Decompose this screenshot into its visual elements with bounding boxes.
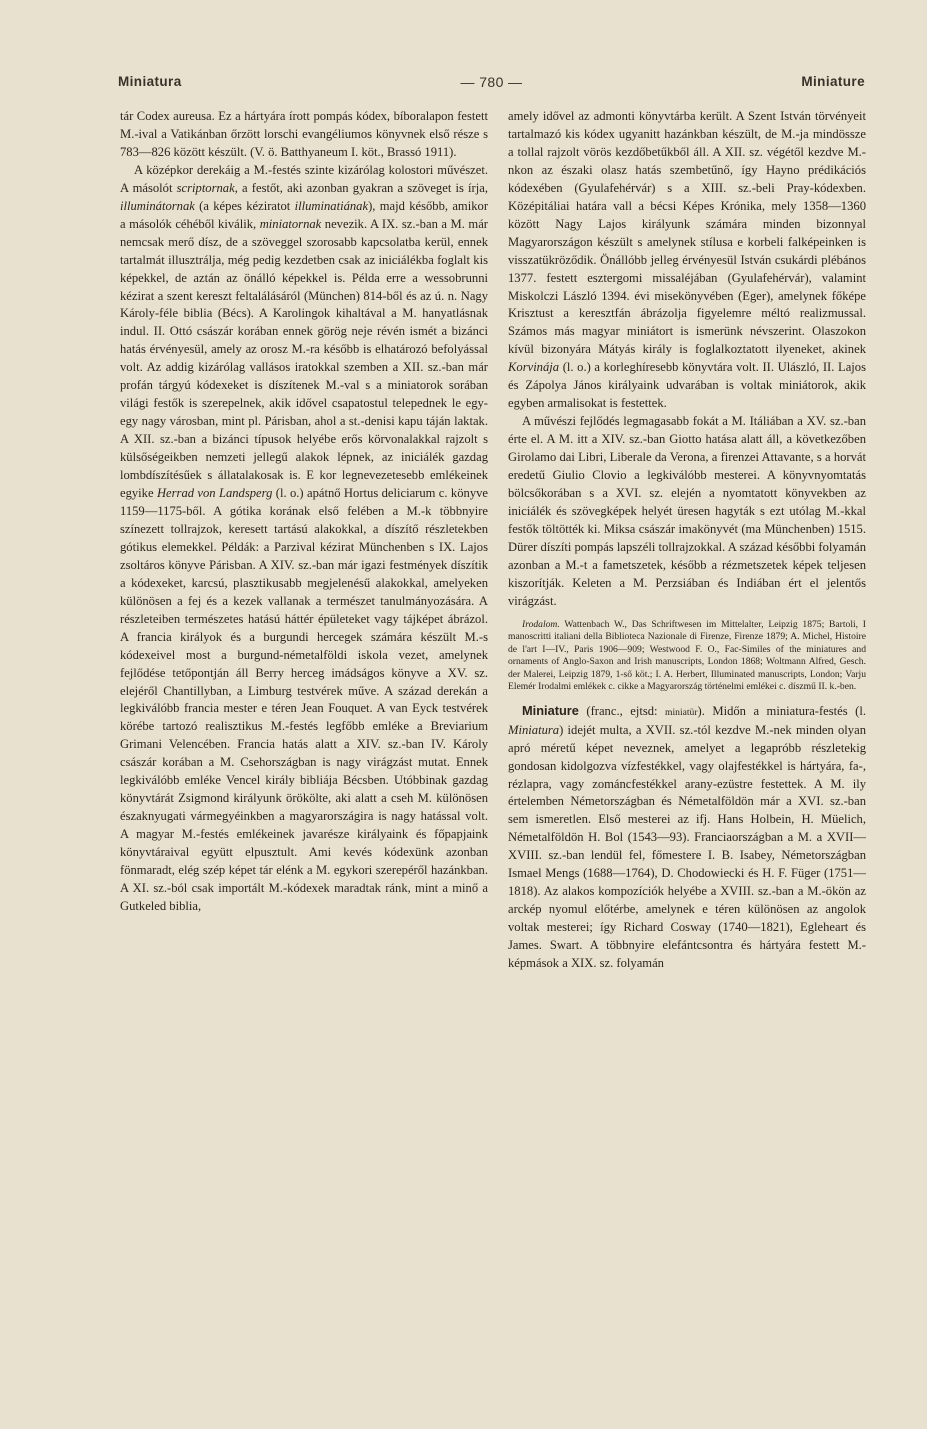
- header-left-keyword: Miniatura: [118, 74, 182, 89]
- entry-headword: Miniature: [522, 702, 579, 718]
- paragraph: amely idővel az admonti könyvtárba került. A Szent István törvényeit tartalmazó kis kódex ugyanitt hazánkban készült, de M.-ja mindössze a tollal rajzolt vörös kezdőbetűkből áll. A XII. sz. végétől kezdve M.-nkon az északi olasz hatás szembetűnő, így Hayno prédikációs kódexében (Gyulafehérvár) s a XIII. sz.-beli Pray-kódexben. Középitáliai határa vall a bécsi Képes Krónika, mely 1358—1360 között Nagy Lajos királyunk számára minden bizonnyal Magyarországon készült s amelynek stílusa e korbeli falképeinken is visszatükröződik. Önállóbb jelleg érvényesül István csukárdi plébános 1377. festett esztergomi missaléjában (Gyulafehérvár), valamint Miskolczi László 1394. évi misekönyvében (Eger), amelynek főképe Krisztust a keresztfán ábrázolja figyelemre méltó realizmussal. Számos más magyar miniátort is ismerünk névszerint. Olaszokon kívül bizonyára Mátyás király is foglalkoztatott ilyeneket, akinek Korvinája (l. o.) a korleghíresebb könyvtára volt. II. Ulászló, II. Lajos és Zápolya János királyaink udvarában is voltak miniátorok, akik egyben armalisokat is festettek.: [508, 109, 866, 411]
- running-header: [118, 74, 865, 98]
- header-right-keyword: Miniature: [801, 74, 865, 89]
- literature-references: Irodalom. Wattenbach W., Das Schriftwesen im Mittelalter, Leipzig 1875; Bartoli, I manoscritti italiani della Biblioteca Nazionale di Firenze, Firenze 1879; A. Michel, Histoire de l'art I—IV., Paris 1906—909; Westwood F. O., Fac-Similes of the miniatures and ornaments of Anglo-Saxon and Irish manuscripts, London 1868; Woltmann Alfred, Gesch. der Malerei, Leipzig 1879, 1-ső köt.; I. A. Herbert, Illuminated manuscripts, London; Varju Elemér Irodalmi emlékek c. cikke a Magyarország történelmi emlékei c. díszmű II. k.-ben.: [508, 618, 866, 693]
- page-number: — 780 —: [460, 74, 523, 90]
- dictionary-entry: Miniature (franc., ejtsd: miniatür). Midőn a miniatura-festés (l. Miniatura) idejét multa, a XVII. sz.-tól kezdve M.-nek minden olyan apró méretű képet neveznek, amelyet a legapróbb részletekig gondosan kidolgozva vízfestékkel, vagy olajfestékkel is hártyára, fa-, rézlapra, vagy zománcfestékkel arany-ezüstre festettek. A M. ily értelemben Németországban és Németalföldön már a XVI. sz.-ban sem ismeretlen. Első mesterei az ifj. Hans Holbein, H. Müelich, Németalföldön H. Bol (1543—93). Franciaországban a M. a XVII—XVIII. sz.-ban lendül fel, főmestere I. B. Isabey, Németországban Ismael Mengs (1688—1764), D. Chodowiecki és H. F. Füger (1751—1818). Az alakos kompozíciók helyébe a XVIII. sz.-ban a M.-ökön az arckép nyomul előtérbe, amelynek e téren különösen az angolok voltak mesterei; így Richard Cosway (1740—1821), Egleheart és James. Swart. A többnyire elefántcsontra és hártyára festett M.-képmások a XIX. sz. folyamán: [508, 702, 866, 971]
- paragraph: A középkor derekáig a M.-festés szinte kizárólag kolostori művészet. A másolót scriptornak, a festőt, aki azonban gyakran a szöveget is írja, illuminátornak (a képes kéziratot illuminatiának), majd később, amikor a másolók céhéből kiválik, miniatornak nevezik. A IX. sz.-ban a M. már nemcsak merő dísz, de a szöveggel szorosabb kapcsolatba kerül, ennek tartalmát illusztrálja, még pedig kezdetben csak az iniciálékba foglalt kis képekkel, de aztán az önálló képekkel is. Példa erre a wessobrunni kézirat a szent kereszt feltalálásáról (München) 814-ből és az ú. n. Nagy Károly-féle biblia (Bécs). A Karolingok kihaltával a M. hanyatlásnak indul. II. Ottó császár korában ennek görög neje révén ismét a bizánci hatás érvényesül, amely az orosz M.-ra később is elhatározó befolyással volt. Az addig kizárólag vallásos iratokkal szemben a XII. sz.-ban már profán tárgyú kódexeket is díszítenek M.-val s a miniatorok sorában világi festők is szerepelnek, akik idővel csapatostul telepednek le egy-egy nagy városban, mint pl. Párisban, ahol a st.-denisi kapu táján laktak. A XII. sz.-ban a bizánci típusok helyébe erős körvonalakkal rajzolt s külsőségeikben nemzeti jellegű alakok lépnek, az iniciálék gazdag lombdíszítésűek s állatalakosak is. E kor legnevezetesebb emlékeinek egyike Herrad von Landsperg (l. o.) apátnő Hortus deliciarum c. könyve 1159—1175-ből. A gótika korának első felében a M.-k többnyire színezett tollrajzok, keresett tartású alakokkal, a díszítő részletekben gótikus elemekkel. Példák: a Parzival kézirat Münchenben s IX. Lajos zsoltáros könyve Párisban. A XIV. sz.-ban már igazi festmények díszítik a kódexeket, karcsú, plasztikusabb megjelenésű alakokkal, amelyeken különösen a fej és a kezek vallanak a természet tanulmányozására. A részleteiben természetes hatású háttér épületeket vagy tájképet ábrázol. A francia királyok és a burgundi hercegek számára készült M.-s kódexeivel most a burgund-németalföldi iskola vezet, amelynek fejlődése tetőpontján áll Berry herceg imádságos könyve a XV. sz. elejéről Chantillyban, a Limburg testvérek műve. A század derekán a legkiválóbb francia mester e téren Jean Fouquet. A van Eyck testvérek körébe tartozó realisztikus M.-festés legfőbb emléke a Breviarium Grimani Velencében. Francia hatás alatt a XIV. sz.-ban IV. Károly császár korában a M. Csehországban is nagy virágzást mutat. Ennek legkiválóbb emléke Vencel király bibliája Bécsben. Utóbbinak gazdag könyvtárát Zsigmond királyunk örökölte, aki alatt a cseh M. különösen északnyugati vármegyéinkben a magyarországira is nagy hatással volt. A magyar M.-festés emlékeinek javarésze királyaink és főpapjaink könyvtáraival együtt elpusztult. Ami kevés kódexünk azonban fönmaradt, elég szép képet tár elénk a M. egykori szerepéről hazánkban. A XI. sz.-ból csak importált M.-kódexek maradtak ránk, mint a minő a Gutkeled biblia,: [120, 162, 489, 913]
- paragraph: tár Codex aureusa. Ez a hártyára írott pompás kódex, bíboralapon festett M.-ival a Vatikánban őrzött lorschi evangéliumos könyvnek első része s 783—826 között készült. (V. ö. Batthyaneum I. köt., Brassó 1911).: [120, 109, 488, 159]
- right-column: [508, 108, 866, 973]
- paragraph: A művészi fejlődés legmagasabb fokát a M. Itáliában a XV. sz.-ban érte el. A M. itt a XIV. sz.-ban Giotto hatása alatt áll, a következőben Girolamo dai Libri, Liberale da Verona, a firenzei Attavante, s a horvát eredetű Giulio Clovio a legkiválóbb mesterei. A könyvnyomtatás bölcsőkorában s a XVI. sz. elején a nyomtatott könyvekben az iniciálék és szövegképek helyét üresen hagyták s ezt utólag M.-kkal festők töltötték ki. Miksa császár imakönyvét (ma Münchenben) 1515. Dürer díszíti pompás lapszéli tollrajzokkal. A század későbbi folyamán azonban a M.-t a fametszetek, később a rézmetszetek képek teljesen kiszorítják. Keleten a M. Perzsiában és Indiában ért el jelentős virágzást.: [508, 414, 866, 608]
- left-column: [120, 108, 488, 916]
